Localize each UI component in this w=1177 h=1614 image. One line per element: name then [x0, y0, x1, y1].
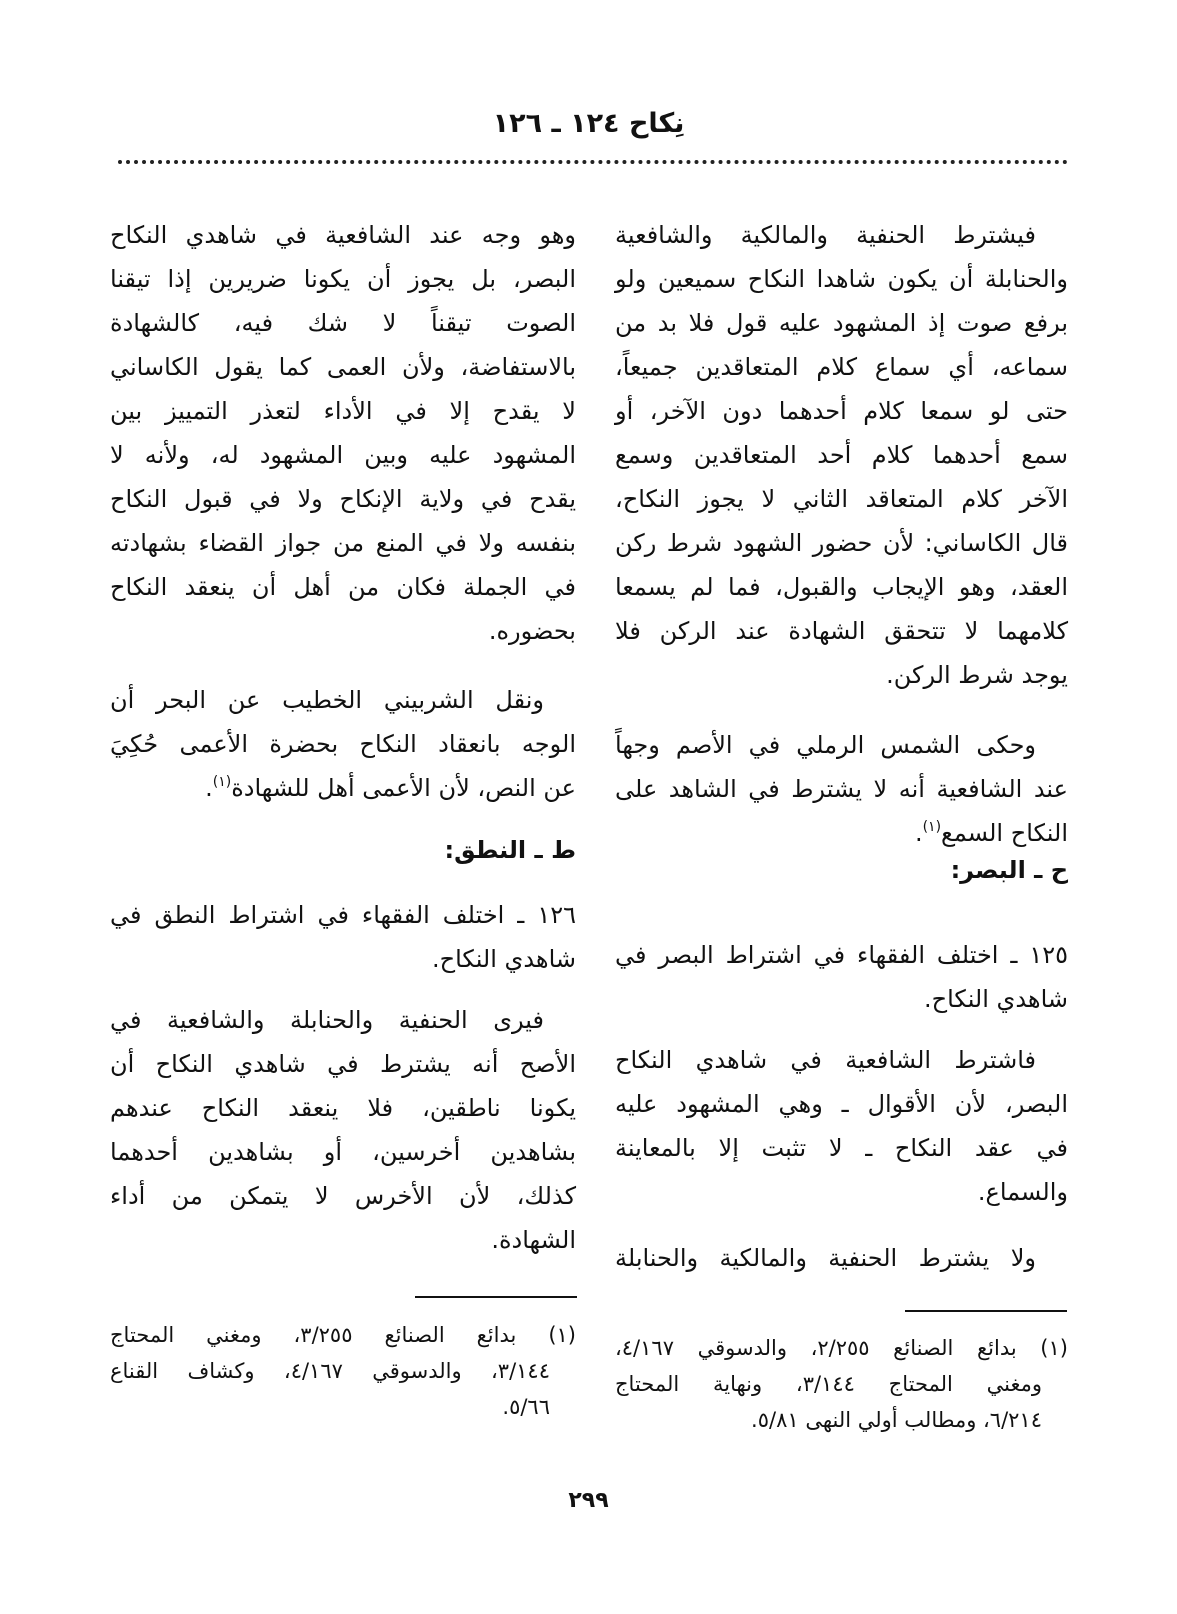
text-line: فاشترط الشافعية في شاهدي النكاح	[615, 1046, 1036, 1074]
text-line: في الجملة فكان من أهل أن ينعقد النكاح	[110, 573, 576, 601]
text-line: والسماع.	[977, 1178, 1068, 1206]
paragraph	[110, 213, 576, 653]
text-line: لا يقدح إلا في الأداء لتعذر التمييز بين	[110, 397, 576, 425]
text-line: يكونا ناطقين، فلا ينعقد النكاح عندهم	[110, 1094, 576, 1122]
text-line: ونقل الشربيني الخطيب عن البحر أن	[110, 686, 544, 714]
paragraph	[110, 998, 576, 1262]
text-line: البصر، بل يجوز أن يكونا ضريرين إذا تيقنا	[110, 265, 576, 293]
section-heading	[110, 828, 576, 872]
text-line: ولا يشترط الحنفية والمالكية والحنابلة	[615, 1244, 1036, 1272]
text-line: الشهادة.	[491, 1226, 576, 1254]
header-dotted-divider	[118, 160, 1068, 164]
paragraph	[110, 678, 576, 810]
text-line: بحضوره.	[488, 617, 576, 645]
footnote-divider-left	[415, 1296, 577, 1298]
footnote-marker[interactable]: (١)	[922, 819, 942, 835]
text-line: كلامهما لا تتحقق الشهادة عند الركن فلا	[615, 617, 1068, 645]
text-line: العقد، وهو الإيجاب والقبول، فما لم يسمعا	[615, 573, 1068, 601]
text-line: كذلك، لأن الأخرس لا يتمكن من أداء	[110, 1182, 576, 1210]
text-line: في عقد النكاح ـ لا تثبت إلا بالمعاينة	[615, 1134, 1068, 1162]
line-tail: .	[914, 819, 923, 847]
running-header: نِكاح ١٢٤ ـ ١٢٦	[492, 108, 685, 139]
footnote-divider-right	[905, 1310, 1067, 1312]
text-line: الصوت تيقناً لا شك فيه، كالشهادة	[110, 309, 576, 337]
footnote-line: (١) بدائع الصنائع ٣/٢٥٥، ومغني المحتاج	[110, 1323, 576, 1347]
text-line: شاهدي النكاح.	[924, 985, 1068, 1013]
text-line: قال الكاساني: لأن حضور الشهود شرط ركن	[615, 529, 1068, 557]
section-heading	[615, 848, 1068, 892]
line-text: النكاح السمع	[941, 819, 1068, 847]
paragraph	[615, 1038, 1068, 1214]
text-line: ١٢٦ ـ اختلف الفقهاء في اشتراط النطق في	[110, 901, 576, 929]
paragraph	[615, 723, 1068, 855]
text-line: الأصح أنه يشترط في شاهدي النكاح أن	[110, 1050, 576, 1078]
text-line: وهو وجه عند الشافعية في شاهدي النكاح	[110, 221, 576, 249]
text-line: شاهدي النكاح.	[432, 945, 576, 973]
numbered-paragraph	[110, 893, 576, 981]
text-line: بشاهدين أخرسين، أو بشاهدين أحدهما	[110, 1138, 576, 1166]
text-line: فيرى الحنفية والحنابلة والشافعية في	[110, 1006, 544, 1034]
text-line: برفع صوت إذ المشهود عليه قول فلا بد من	[615, 309, 1068, 337]
text-line: سماعه، أي سماع كلام المتعاقدين جميعاً،	[615, 353, 1068, 381]
paragraph	[615, 1236, 1068, 1280]
footnote-line: ومغني المحتاج ٣/١٤٤، ونهاية المحتاج	[615, 1372, 1042, 1396]
text-line: والحنابلة أن يكون شاهدا النكاح سميعين ولو	[615, 265, 1068, 293]
text-line	[110, 766, 576, 810]
text-line: سمع أحدهما كلام أحد المتعاقدين وسمع	[615, 441, 1068, 469]
text-line: المشهود عليه وبين المشهود له، ولأنه لا	[110, 441, 576, 469]
text-line: ١٢٥ ـ اختلف الفقهاء في اشتراط البصر في	[615, 941, 1068, 969]
text-line: يوجد شرط الركن.	[886, 661, 1068, 689]
text-line: ح ـ البصر:	[950, 856, 1068, 884]
footnote-marker[interactable]: (١)	[212, 774, 232, 790]
numbered-paragraph	[615, 933, 1068, 1021]
paragraph	[615, 213, 1068, 697]
text-line: ط ـ النطق:	[444, 836, 576, 864]
footnote-line: (١) بدائع الصنائع ٢/٢٥٥، والدسوقي ٤/١٦٧،	[615, 1336, 1068, 1360]
text-line: الوجه بانعقاد النكاح بحضرة الأعمى حُكِيَ	[110, 730, 576, 758]
text-line: البصر، لأن الأقوال ـ وهي المشهود عليه	[615, 1090, 1068, 1118]
text-line: بالاستفاضة، ولأن العمى كما يقول الكاساني	[110, 353, 576, 381]
text-line: بنفسه ولا في المنع من جواز القضاء بشهادته	[110, 529, 576, 557]
text-line: وحكى الشمس الرملي في الأصم وجهاً	[615, 731, 1036, 759]
footnote	[110, 1317, 576, 1425]
line-text: عن النص، لأن الأعمى أهل للشهادة	[231, 774, 576, 802]
text-line: عند الشافعية أنه لا يشترط في الشاهد على	[615, 775, 1068, 803]
text-line: حتى لو سمعا كلام أحدهما دون الآخر، أو	[615, 397, 1068, 425]
footnote-line: ٣/١٤٤، والدسوقي ٤/١٦٧، وكشاف القناع	[110, 1359, 550, 1383]
footnote-line: ٥/٦٦.	[502, 1395, 550, 1419]
page-number: ٢٩٩	[568, 1488, 609, 1513]
footnote	[615, 1330, 1068, 1438]
footnote-line: ٦/٢١٤، ومطالب أولي النهى ٥/٨١.	[751, 1408, 1042, 1432]
line-tail: .	[205, 774, 213, 802]
text-line: يقدح في ولاية الإنكاح ولا في قبول النكاح	[110, 485, 576, 513]
text-line: الآخر كلام المتعاقد الثاني لا يجوز النكاح،	[615, 485, 1068, 513]
text-line: فيشترط الحنفية والمالكية والشافعية	[615, 221, 1036, 249]
